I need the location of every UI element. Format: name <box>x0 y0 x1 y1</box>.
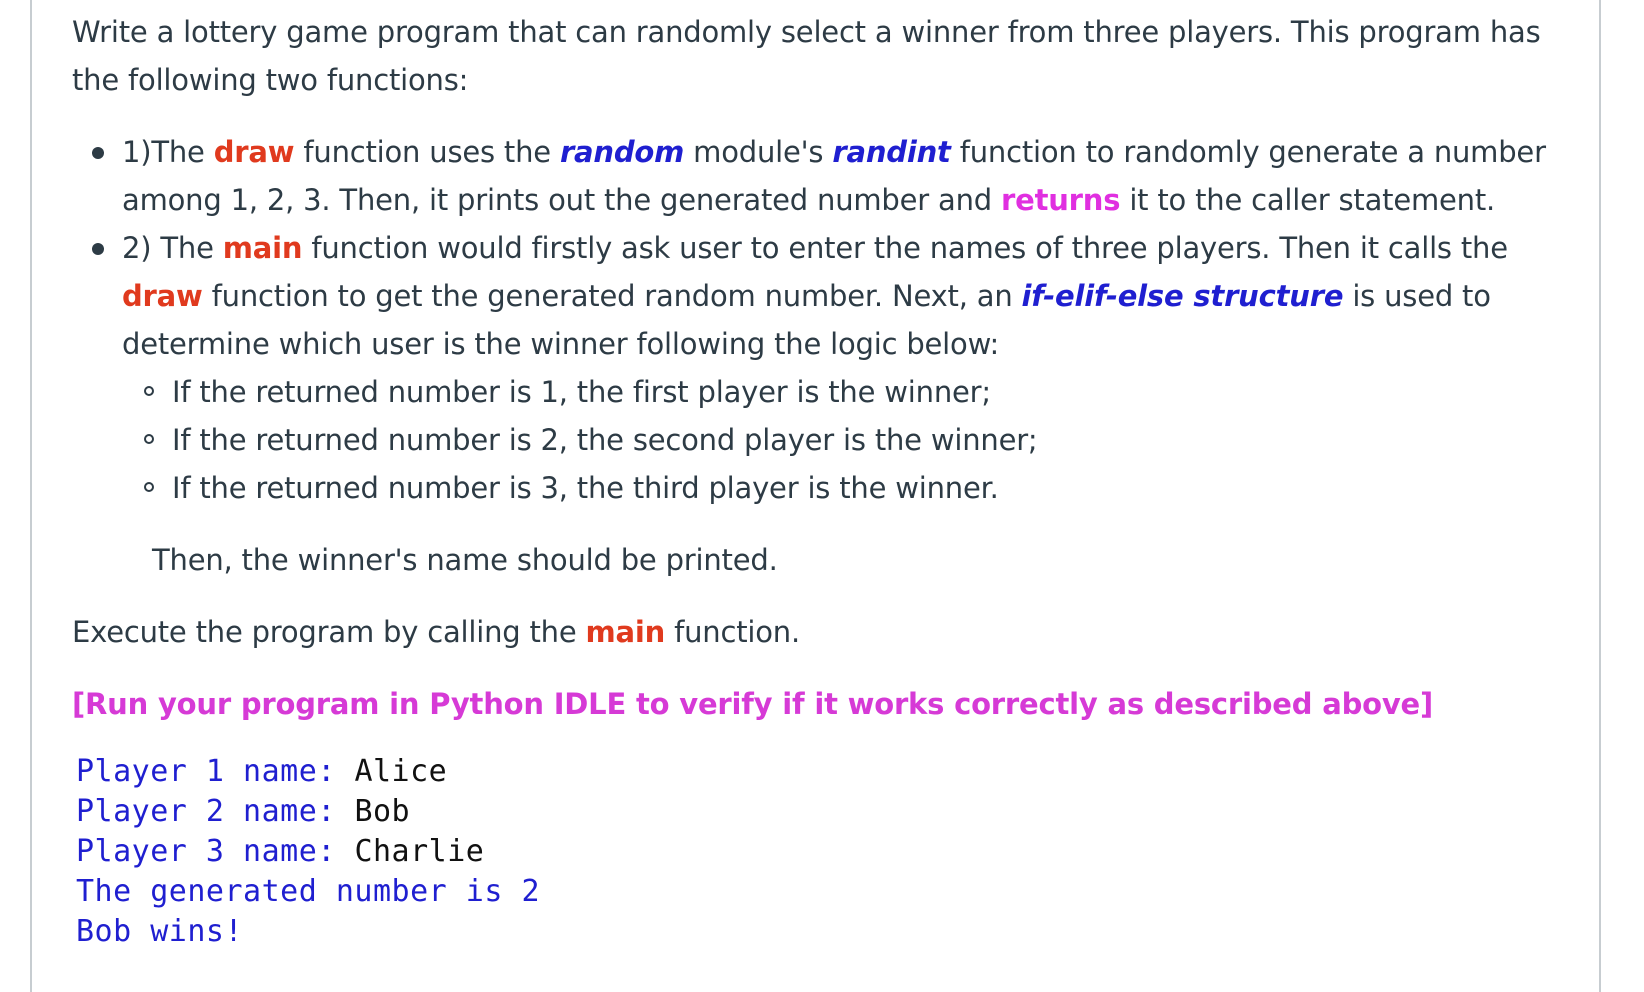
keyword-draw: draw <box>122 279 203 313</box>
keyword-draw: draw <box>213 135 295 169</box>
console-line: Player 2 name: Bob <box>76 794 411 829</box>
keyword-main: main <box>585 615 666 649</box>
intro-paragraph: Write a lottery game program that can randomly select a winner from three players. This program has the following two functions: <box>72 15 1541 97</box>
execute-instruction: Execute the program by calling the main function. <box>72 615 800 649</box>
assignment-content <box>72 8 1572 728</box>
console-line: Player 1 name: Alice <box>76 754 448 789</box>
winner-print-instruction: Then, the winner's name should be printed. <box>152 543 778 577</box>
function-list <box>72 128 1572 512</box>
keyword-returns: returns <box>1001 183 1121 217</box>
run-note: [Run your program in Python IDLE to verify if it works correctly as described above] <box>72 687 1434 721</box>
keyword-if-elif-else: if-elif-else structure <box>1021 279 1344 313</box>
console-line: Player 3 name: Charlie <box>76 834 485 869</box>
console-line: The generated number is 2 <box>76 874 541 909</box>
sample-output <box>76 752 540 952</box>
console-line: Bob wins! <box>76 914 244 949</box>
draw-function-bullet: 1)The draw function uses the random module's randint function to randomly generate a number among 1, 2, 3. Then, it prints out the generated number and returns it to the caller statement. <box>122 128 1572 224</box>
left-border <box>30 0 32 992</box>
right-border <box>1599 0 1601 992</box>
logic-item: If the returned number is 2, the second player is the winner; <box>172 416 1572 464</box>
logic-item: If the returned number is 1, the first player is the winner; <box>172 368 1572 416</box>
keyword-random: random <box>559 135 685 169</box>
winner-logic-list <box>122 368 1572 512</box>
keyword-randint: randint <box>832 135 951 169</box>
logic-item: If the returned number is 3, the third player is the winner. <box>172 464 1572 512</box>
main-function-bullet: 2) The main function would firstly ask user to enter the names of three players. Then it calls the draw function to get the generated random number. Next, an if-elif-else structure is used to determine which user is the winner following the logic below: If the returned number is 1, the first player is the winner; If the returned number is 2, the second player is the winner; If the returned number is 3, the third player is the winner. <box>122 224 1572 512</box>
keyword-main: main <box>222 231 303 265</box>
